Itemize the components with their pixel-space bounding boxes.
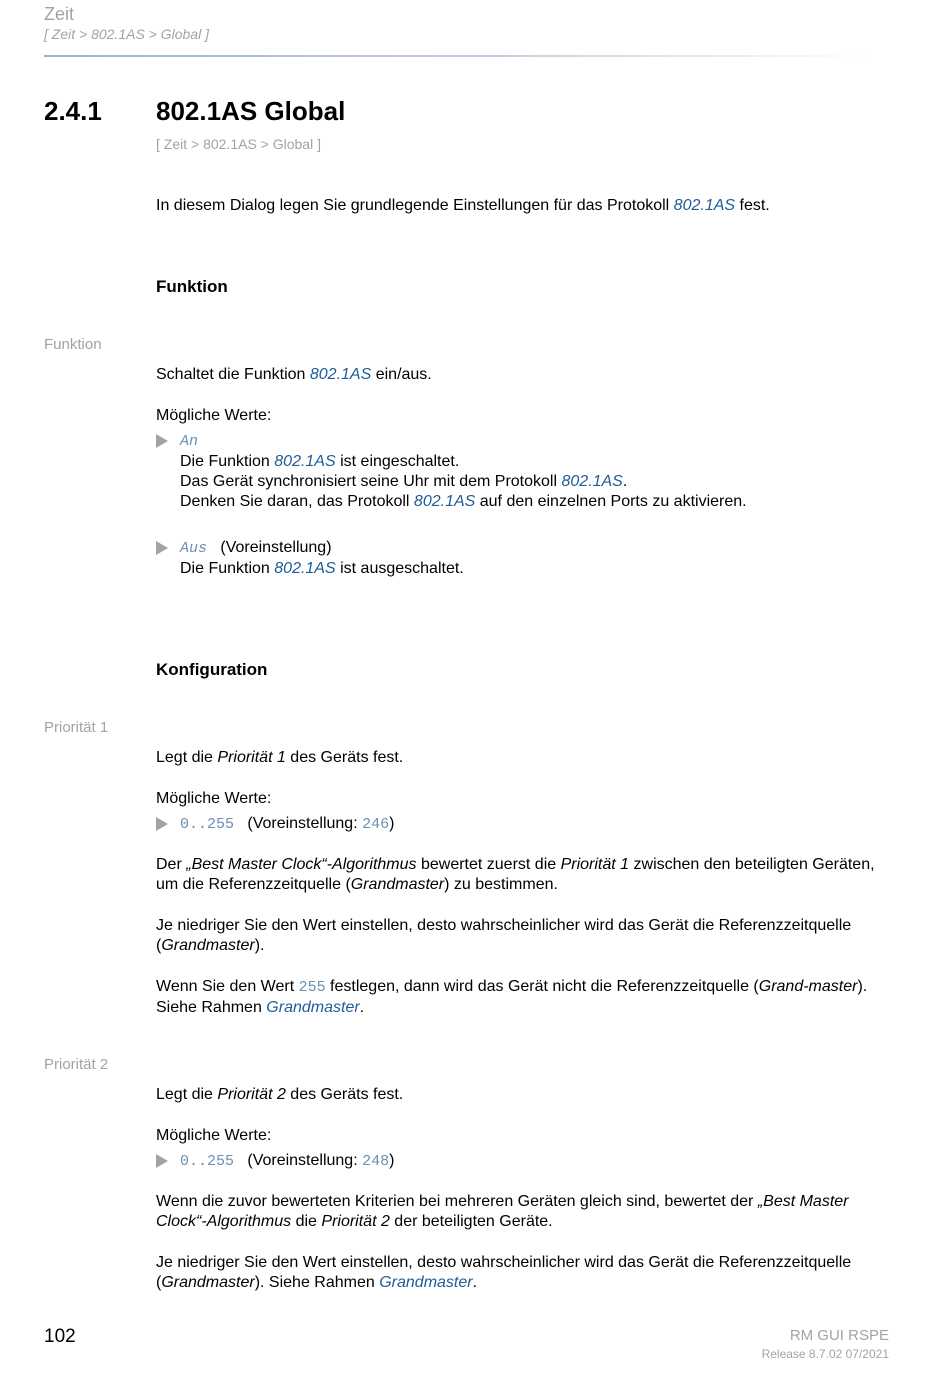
range-value: 0..255: [180, 1153, 235, 1170]
funktion-values-label: Mögliche Werte:: [156, 407, 272, 424]
protocol-link[interactable]: 802.1AS: [413, 493, 476, 510]
funktion-description: Schaltet die Funktion 802.1AS ein/aus.: [156, 366, 432, 383]
section-number: 2.4.1: [44, 96, 102, 126]
protocol-link[interactable]: 802.1AS: [274, 560, 336, 577]
subheading-funktion: Funktion: [156, 277, 228, 296]
prio1-paragraph-1: Der „Best Master Clock“-Algorithmus bewertet zuerst die Priorität 1 zwischen den beteiligten Geräten, um die Referenzzeitquelle (Grandmaster) zu bestimmen.: [156, 856, 875, 893]
prio2-paragraph-1: Wenn die zuvor bewerteten Kriterien bei mehreren Geräten gleich sind, bewertet der „Best Master Clock“-Algorithmus die Priorität 2 der beteiligten Geräte.: [156, 1193, 849, 1230]
triangle-bullet-icon: [156, 817, 168, 831]
range-value: 0..255: [180, 816, 235, 833]
prio2-range-bullet: 0..255 (Voreinstellung: 248): [156, 1151, 896, 1172]
value-aus: Aus: [180, 540, 208, 557]
running-header-breadcrumb: [ Zeit > 802.1AS > Global ]: [44, 26, 209, 42]
protocol-link[interactable]: 802.1AS: [561, 473, 623, 490]
triangle-bullet-icon: [156, 541, 168, 555]
grandmaster-link[interactable]: Grandmaster: [379, 1274, 473, 1291]
header-divider: [44, 55, 874, 57]
running-header-chapter: Zeit: [44, 4, 75, 24]
triangle-bullet-icon: [156, 434, 168, 448]
default-value: 248: [362, 1153, 390, 1170]
prio1-description: Legt die Priorität 1 des Geräts fest.: [156, 749, 404, 766]
footer-document-name: RM GUI RSPE: [789, 1327, 889, 1344]
margin-label-prioritaet-2: Priorität 2: [44, 1056, 109, 1073]
protocol-link[interactable]: 802.1AS: [673, 197, 736, 214]
subheading-konfiguration: Konfiguration: [156, 660, 268, 679]
footer-release: Release 8.7.02 07/2021: [761, 1347, 889, 1361]
prio2-paragraph-2: Je niedriger Sie den Wert einstellen, desto wahrscheinlicher wird das Gerät die Referenzzeitquelle (Grandmaster). Siehe Rahmen Grandmaster.: [156, 1254, 852, 1291]
intro-paragraph: In diesem Dialog legen Sie grundlegende Einstellungen für das Protokoll 802.1AS fest.: [156, 197, 770, 214]
default-value: 246: [362, 816, 390, 833]
triangle-bullet-icon: [156, 1154, 168, 1168]
prio2-description: Legt die Priorität 2 des Geräts fest.: [156, 1086, 404, 1103]
prio1-values-label: Mögliche Werte:: [156, 790, 272, 807]
prio1-paragraph-3: Wenn Sie den Wert 255 festlegen, dann wird das Gerät nicht die Referenzzeitquelle (Grand-master). Siehe Rahmen Grandmaster.: [156, 978, 868, 1016]
page-number: 102: [44, 1326, 76, 1347]
section-title: 802.1AS Global: [156, 96, 346, 126]
margin-label-funktion: Funktion: [44, 336, 102, 353]
prio2-values-label: Mögliche Werte:: [156, 1127, 272, 1144]
bullet-aus: Aus (Voreinstellung) Die Funktion 802.1AS ist ausgeschaltet.: [156, 538, 896, 579]
protocol-link[interactable]: 802.1AS: [309, 366, 372, 383]
section-breadcrumb: [ Zeit > 802.1AS > Global ]: [156, 136, 321, 152]
margin-label-prioritaet-1: Priorität 1: [44, 719, 109, 736]
value-an: An: [180, 433, 199, 450]
grandmaster-link[interactable]: Grandmaster: [266, 999, 360, 1016]
prio1-paragraph-2: Je niedriger Sie den Wert einstellen, desto wahrscheinlicher wird das Gerät die Referenzzeitquelle (Grandmaster).: [156, 917, 852, 954]
bullet-an: An Die Funktion 802.1AS ist eingeschaltet. Das Gerät synchronisiert seine Uhr mit dem Protokoll 802.1AS. Denken Sie daran, das Protokoll 802.1AS auf den einzelnen Ports zu aktivieren.: [156, 431, 896, 512]
prio1-range-bullet: 0..255 (Voreinstellung: 246): [156, 814, 896, 835]
protocol-link[interactable]: 802.1AS: [274, 453, 336, 470]
